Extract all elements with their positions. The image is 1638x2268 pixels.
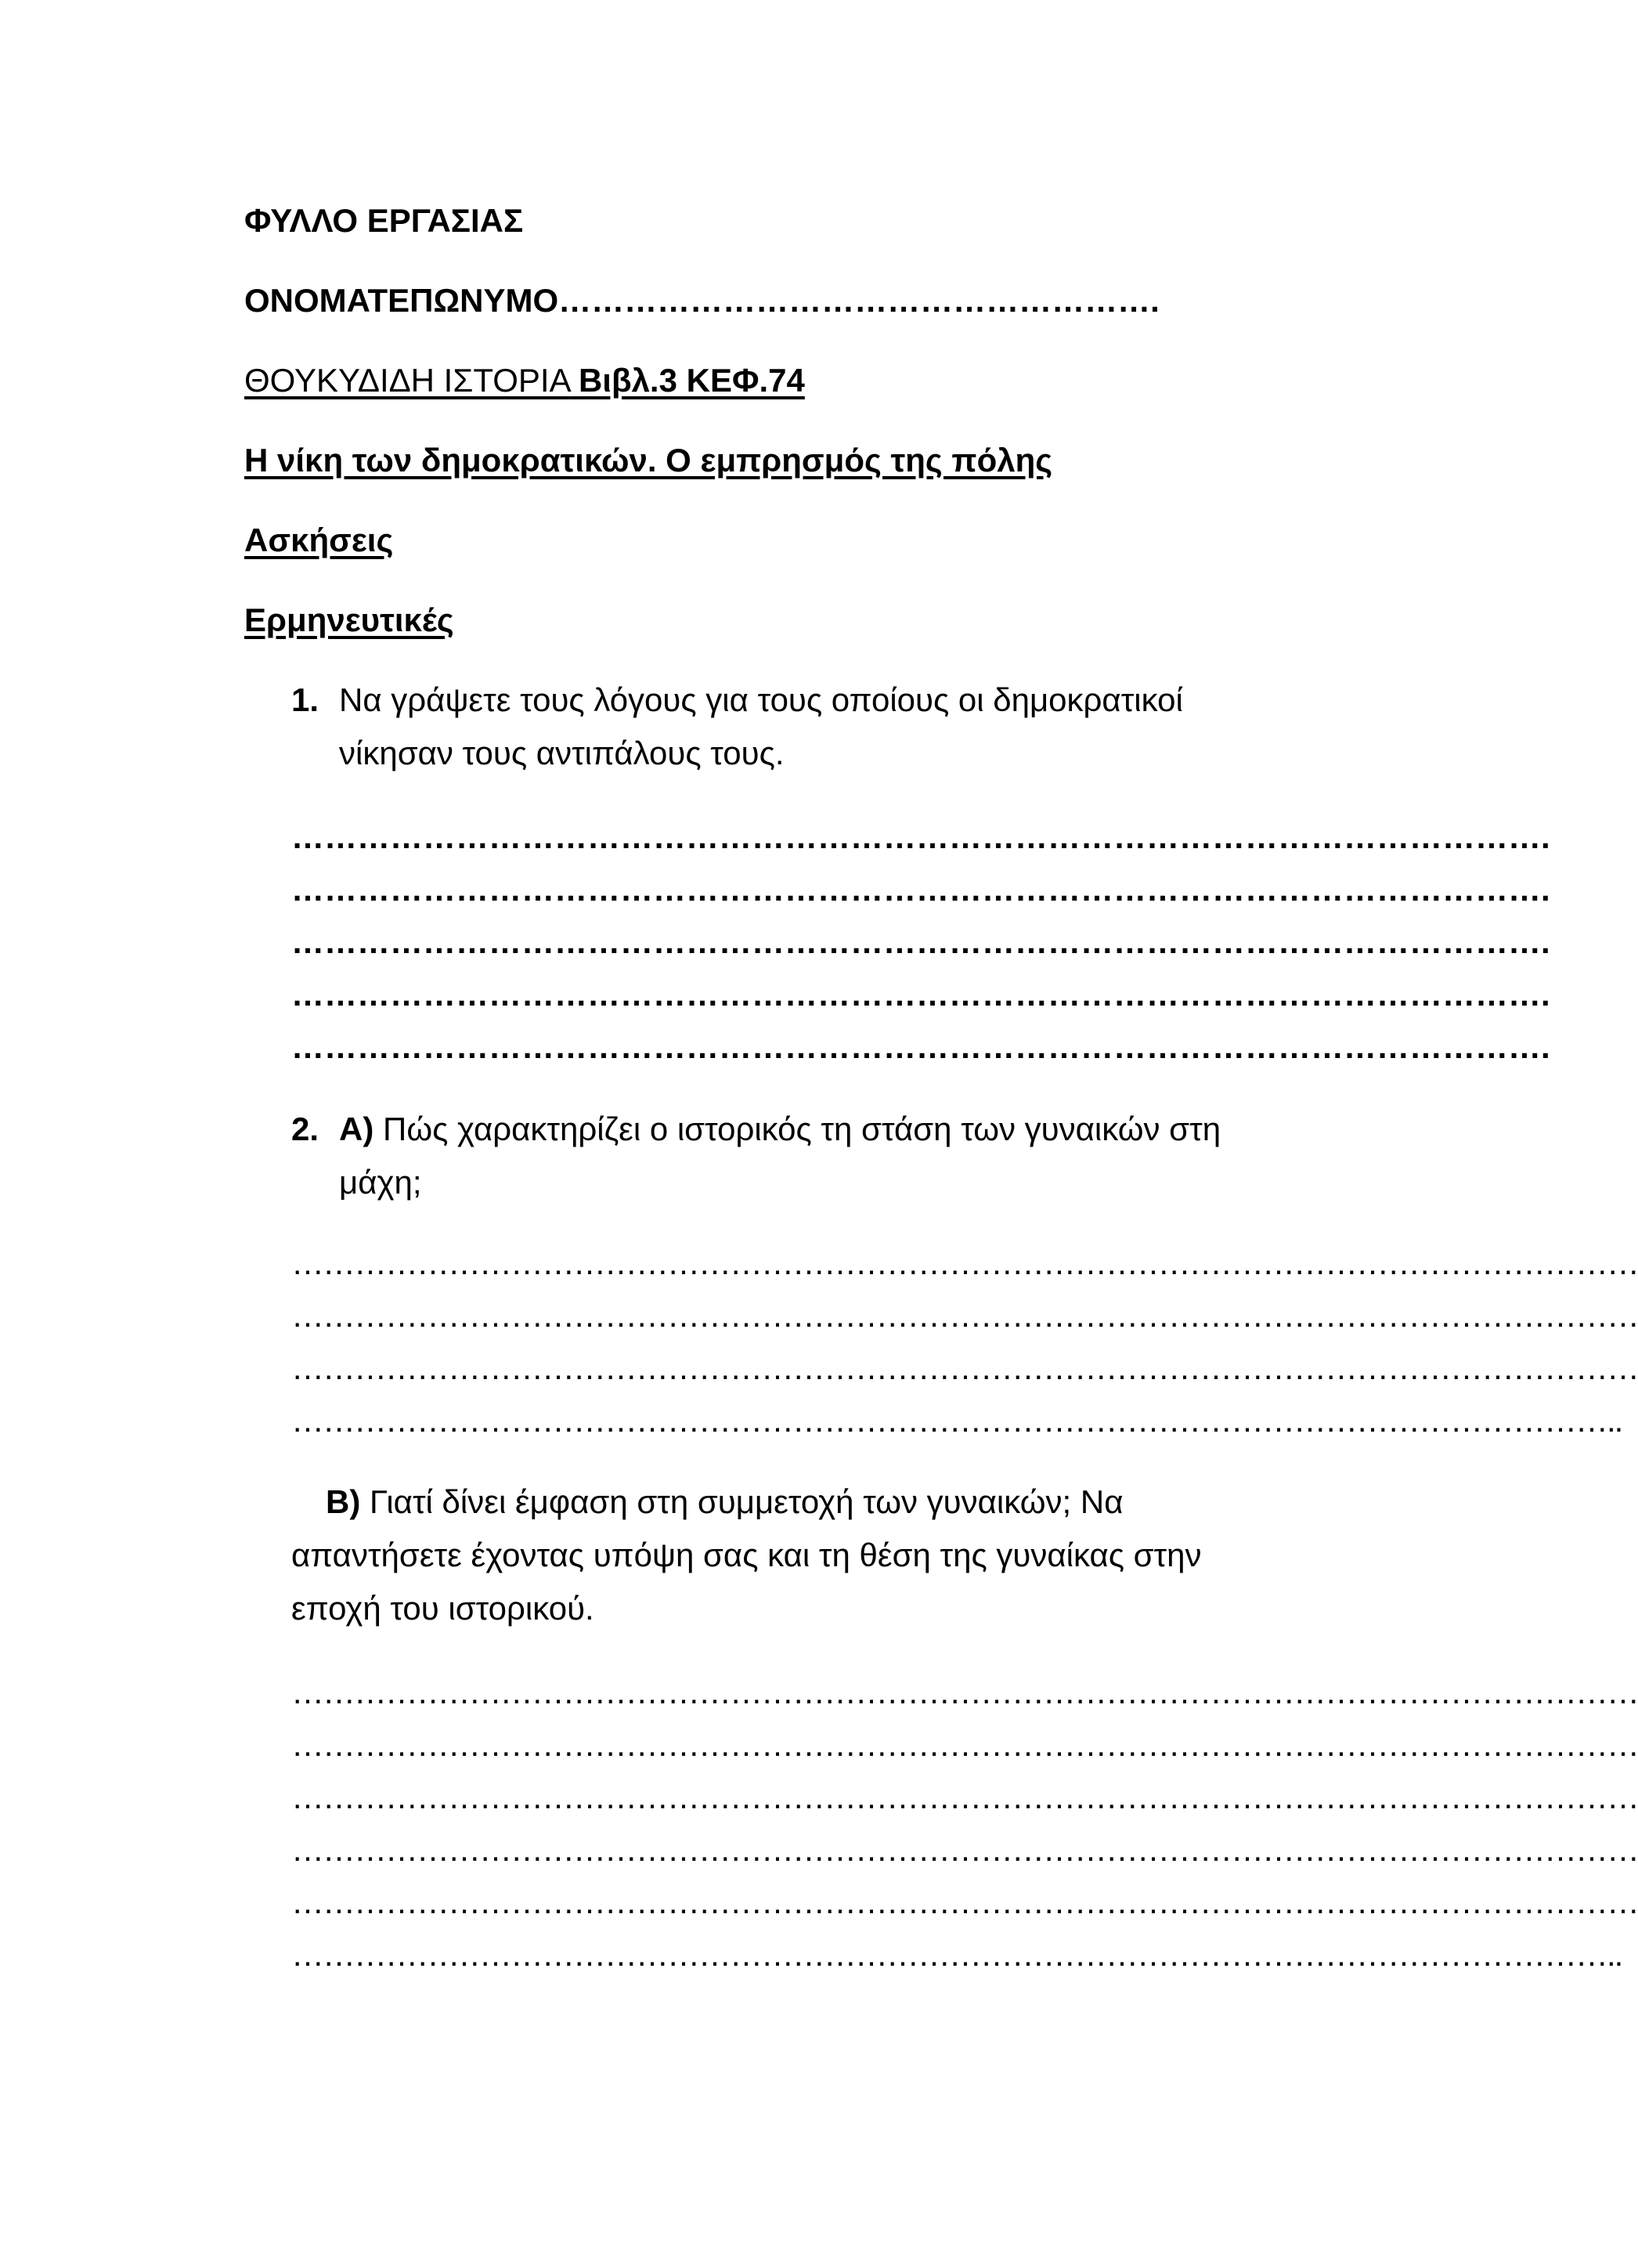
- answer-line: …………………………………………………………………………………………………………………: [291, 1726, 1638, 1763]
- question-1-text: [339, 674, 1183, 780]
- answer-line: …………………………………………………………………………………………………………………: [291, 1831, 1638, 1868]
- answer-line: …………………………………………………………………………………………………………………: [291, 1349, 1638, 1386]
- answer-line: …………………………………………………………………………………………………………………: [291, 1779, 1638, 1815]
- question-2a-line-2: μάχη;: [339, 1164, 422, 1201]
- question-1-line-1: Να γράψετε τους λόγους για τους οποίους οι δημοκρατικοί: [339, 681, 1183, 718]
- question-2b-line-2: απαντήσετε έχοντας υπόψη σας και τη θέση της γυναίκας στην: [291, 1537, 1202, 1573]
- chapter-title: Η νίκη των δημοκρατικών. Ο εμπρησμός της πόλης: [244, 442, 1053, 479]
- answer-line: …………………………………………………………………………………………………….: [291, 818, 1550, 855]
- answer-line: …………………………………………………………………………………………………………………: [291, 1297, 1638, 1334]
- question-2b-label: Β): [326, 1483, 361, 1520]
- question-2b-line-1: Γιατί δίνει έμφαση στη συμμετοχή των γυναικών; Να: [360, 1483, 1124, 1520]
- answer-line: …………………………………………………………………………………………………………………: [291, 1883, 1638, 1920]
- answer-line: …………………………………………………………………………………………………….: [291, 1028, 1550, 1065]
- question-1-line-2: νίκησαν τους αντιπάλους τους.: [339, 735, 785, 771]
- source-author: ΘΟΥΚΥΔΙΔΗ ΙΣΤΟΡΙΑ: [244, 362, 570, 399]
- question-2b-line-3: εποχή του ιστορικού.: [291, 1590, 594, 1627]
- question-2a-line-1: Πώς χαρακτηρίζει ο ιστορικός τη στάση των γυναικών στη: [373, 1111, 1221, 1147]
- question-2b-text: [291, 1475, 1202, 1635]
- answer-line: …………………………………………………………………………………………………….: [291, 923, 1550, 960]
- answer-line: ………………………………………………………………………………………………………………..: [291, 1402, 1622, 1439]
- question-2-number: 2.: [291, 1111, 319, 1147]
- answer-line: …………………………………………………………………………………………………………………: [291, 1674, 1638, 1710]
- source-book-chapter: Βιβλ.3 ΚΕΦ.74: [578, 362, 805, 399]
- answer-line: ………………………………………………………………………………………………………………..: [291, 1936, 1622, 1973]
- answer-line: …………………………………………………………………………………………………………………: [291, 1244, 1638, 1281]
- question-2a-text: [339, 1103, 1221, 1209]
- answer-line: …………………………………………………………………………………………………….: [291, 976, 1550, 1013]
- question-1-number: 1.: [291, 681, 319, 718]
- worksheet-title: ΦΥΛΛΟ ΕΡΓΑΣΙΑΣ: [244, 202, 524, 239]
- subsection-heading: Ερμηνευτικές: [244, 601, 454, 638]
- question-2a-label: Α): [339, 1111, 374, 1147]
- section-heading: Ασκήσεις: [244, 522, 394, 558]
- student-name-field: ΟΝΟΜΑΤΕΠΩΝΥΜΟ……………………………………………….: [244, 282, 1160, 319]
- answer-line: …………………………………………………………………………………………………….: [291, 871, 1550, 908]
- source-line: [244, 357, 805, 404]
